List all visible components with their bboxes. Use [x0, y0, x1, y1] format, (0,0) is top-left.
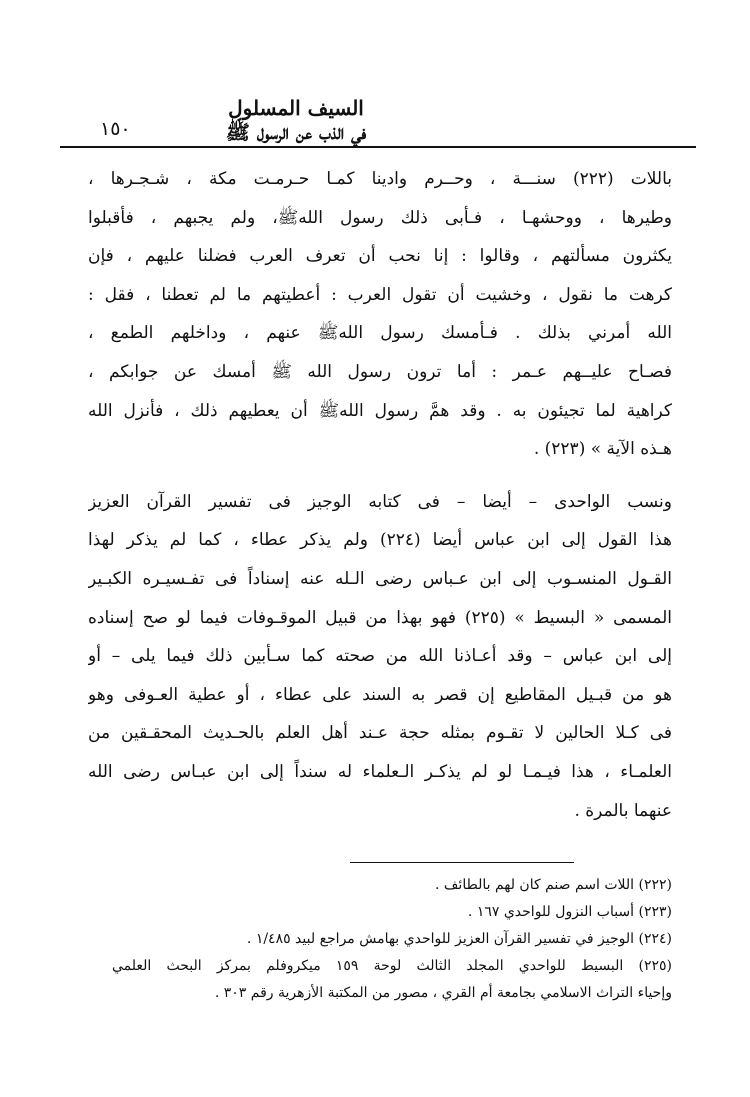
text-line: إلى ابن عباس – وقد أعـاذنا الله من صحته كما سـأبين ذلك فيما يلى – أو [88, 646, 672, 667]
text-line: باللات (٢٢٢) سنـــة ، وحــرم وادينا كمـا حـرمـت مكة ، شـجـرها ، [88, 169, 672, 189]
text-line: عنهما بالمرة . [574, 800, 672, 821]
text-line: المسمى « البسيط » (٢٢٥) فهو بهذا من قبيل الموقـوفات فيما لو صح إسناده [88, 607, 672, 628]
page-number: ١٥٠ [100, 118, 131, 140]
text-line: كراهية لما تجيئون به . وقد همَّ رسول اللهﷺ أن يعطيهم ذلك ، فأنزل الله [88, 400, 672, 421]
text-line: فصـاح عليــهم عـمر : أما ترون رسول الله ﷺ أمسك عن جوابكم ، [88, 361, 672, 382]
paragraph-1 [88, 160, 672, 469]
main-text [88, 160, 672, 830]
footnote-223: (٢٢٣) أسباب النزول للواحدي ١٦٧ . [467, 904, 672, 920]
footnote-rule [350, 862, 574, 863]
text-line: هذا القول إلى ابن عباس أيضا (٢٢٤) ولم يذكر عطاء ، كما لم يذكر لهذا [88, 530, 672, 551]
running-title-line-1: السيف المسلول [228, 96, 364, 120]
footnotes [112, 872, 672, 1007]
paragraph-gap [88, 469, 672, 483]
text-line: القـول المنسـوب إلى ابن عـباس رضى الـله عنه إسناداً فى تفـسيـره الكبـير [88, 568, 672, 589]
footnote-225-continued: وإحياء التراث الاسلامي بجامعة أم القري ، مصور من المكتبة الأزهرية رقم ٣٠٣ . [214, 985, 672, 1001]
text-line: هو من قبـيل المقاطيع إن قصر به السند على عطاء ، أو عطية العـوفى وهو [88, 684, 672, 705]
text-line: فى كـلا الحالين لا تقـوم بمثله حجة عـند أهل العلم بالحـديث المحقـقين من [88, 723, 672, 744]
text-line: وطيرها ، ووحشهـا ، فـأبى ذلك رسول اللهﷺ، ولم يجبهم ، فأقبلوا [88, 207, 672, 228]
text-line: الله أمرني بذلك . فـأمسك رسول اللهﷺ عنهم ، وداخلهم الطمع ، [88, 323, 672, 344]
text-line: هـذه الآية » (٢٢٣) . [533, 439, 672, 460]
text-line: العلمـاء ، هذا فيـمـا لو لم يذكـر الـعلماء له سنداً إلى ابن عبـاس رضى الله [88, 761, 672, 782]
text-line: يكثرون مسألتهم ، وقالوا : إنا نحب أن تعرف العرب فضلنا عليهم ، فإن [88, 246, 672, 267]
footnote-222: (٢٢٢) اللات اسم صنم كان لهم بالطائف . [435, 877, 672, 893]
running-title [226, 96, 366, 144]
text-line: ونسب الواحدى – أيضا – فى كتابه الوجيز فى تفسير القرآن العزيز [88, 491, 672, 512]
footnote-224: (٢٢٤) الوجيز في تفسير القرآن العزيز للواحدي بهامش مراجع لبيد ١/٤٨٥ . [246, 931, 672, 947]
footnote-225: (٢٢٥) البسيط للواحدي المجلد الثالث لوحة ١٥٩ ميكروفلم بمركز البحث العلمي [112, 958, 672, 974]
page-header [60, 82, 696, 144]
paragraph-2 [88, 483, 672, 830]
text-line: كرهت ما نقول ، وخشيت أن تقول العرب : أعطيتهم ما لم تعطنا ، فقل : [88, 284, 672, 305]
header-rule [60, 146, 696, 148]
running-title-line-2: في الذب عن الرسول ﷺ [225, 120, 367, 144]
